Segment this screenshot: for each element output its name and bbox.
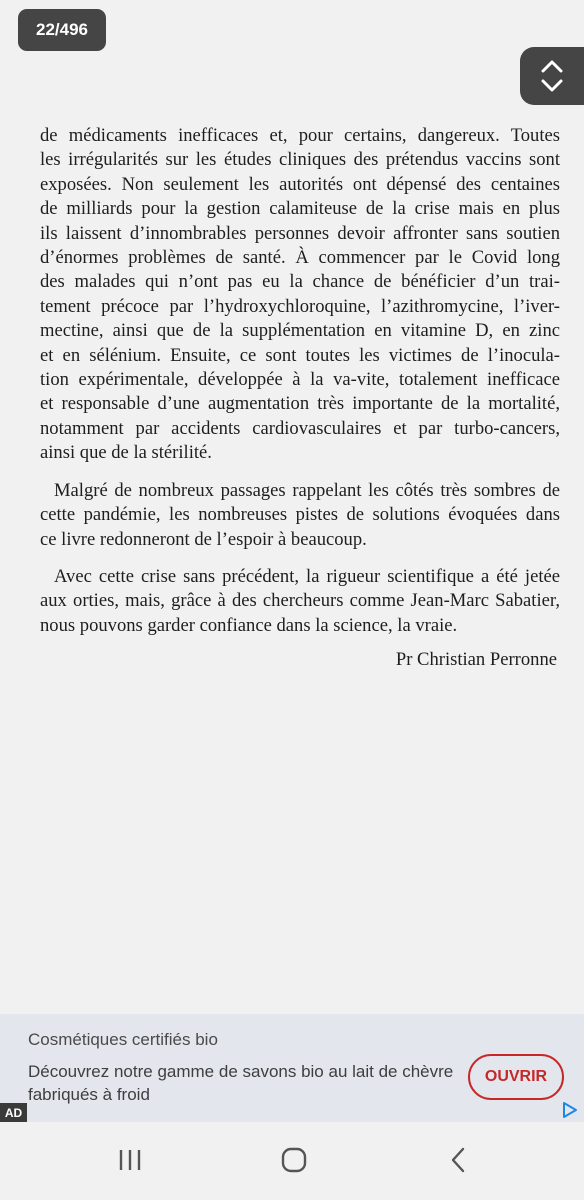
scroll-handle[interactable] bbox=[520, 47, 584, 105]
text-line: cette pandémie, les nombreuses pistes de solutions évoquées dans bbox=[40, 504, 560, 526]
ad-choices-icon[interactable] bbox=[560, 1100, 580, 1120]
text-line: exposées. Non seulement les autorités ont dépensé des centaines bbox=[40, 173, 560, 195]
recents-button[interactable] bbox=[106, 1142, 154, 1178]
text-line: ce livre redonneront de l’espoir à beaucoup. bbox=[40, 528, 367, 550]
text-line: de médicaments inefficaces et, pour certains, dangereux. Toutes bbox=[40, 125, 560, 146]
recents-icon bbox=[117, 1148, 143, 1172]
paragraph-1 bbox=[40, 124, 560, 466]
paragraph-3 bbox=[40, 565, 560, 638]
text-line: des malades qui n’ont pas eu la chance de bénéficier d’un trai- bbox=[40, 271, 560, 293]
back-button[interactable] bbox=[434, 1142, 482, 1178]
text-line: ainsi que de la stérilité. bbox=[40, 442, 212, 464]
paragraph-2 bbox=[40, 479, 560, 552]
text-line: et responsable d’une augmentation très importante de la mortalité, bbox=[40, 393, 560, 415]
text-line: Avec cette crise sans précédent, la rigueur scientifique a été jetée bbox=[54, 565, 560, 587]
text-line: notamment par accidents cardiovasculaires et par turbo-cancers, bbox=[40, 417, 560, 439]
ad-banner[interactable] bbox=[0, 1014, 584, 1122]
home-icon bbox=[280, 1146, 308, 1174]
ad-description: Découvrez notre gamme de savons bio au lait de chèvre fabriqués à froid bbox=[28, 1062, 454, 1104]
text-line: mectine, ainsi que de la supplémentation en vitamine D, en zinc bbox=[40, 320, 560, 342]
text-line: et en sélénium. Ensuite, ce sont toutes les victimes de l’inocula- bbox=[40, 344, 560, 366]
book-page-text bbox=[40, 124, 560, 673]
text-line: d’énormes problèmes de santé. À commencer par le Covid long bbox=[40, 247, 560, 269]
ad-badge: AD bbox=[0, 1103, 27, 1122]
text-line: tement précoce par l’hydroxychloroquine, l’azithromycine, l’iver- bbox=[40, 295, 560, 317]
page-counter: 22/496 bbox=[18, 9, 106, 51]
system-nav-bar bbox=[0, 1122, 584, 1200]
text-line: de milliards pour la gestion calamiteuse de la crise mais en plus bbox=[40, 198, 560, 220]
ad-title: Cosmétiques certifiés bio bbox=[28, 1030, 218, 1049]
back-icon bbox=[448, 1146, 468, 1174]
text-line: Malgré de nombreux passages rappelant les côtés très sombres de bbox=[54, 479, 560, 501]
text-line: les irrégularités sur les études cliniques des prétendus vaccins sont bbox=[40, 149, 560, 171]
ad-open-button[interactable]: OUVRIR bbox=[468, 1054, 564, 1100]
scroll-arrows-icon bbox=[539, 56, 565, 96]
text-line: tion expérimentale, développée à la va-vite, totalement inefficace bbox=[40, 369, 560, 391]
text-line: nous pouvons garder confiance dans la science, la vraie. bbox=[40, 614, 458, 636]
text-line: aux orties, mais, grâce à des chercheurs comme Jean-Marc Sabatier, bbox=[40, 590, 560, 612]
text-line: ils laissent d’innombrables personnes devoir affronter sans soutien bbox=[40, 222, 560, 244]
author-signature: Pr Christian Perronne bbox=[395, 649, 557, 671]
home-button[interactable] bbox=[270, 1142, 318, 1178]
